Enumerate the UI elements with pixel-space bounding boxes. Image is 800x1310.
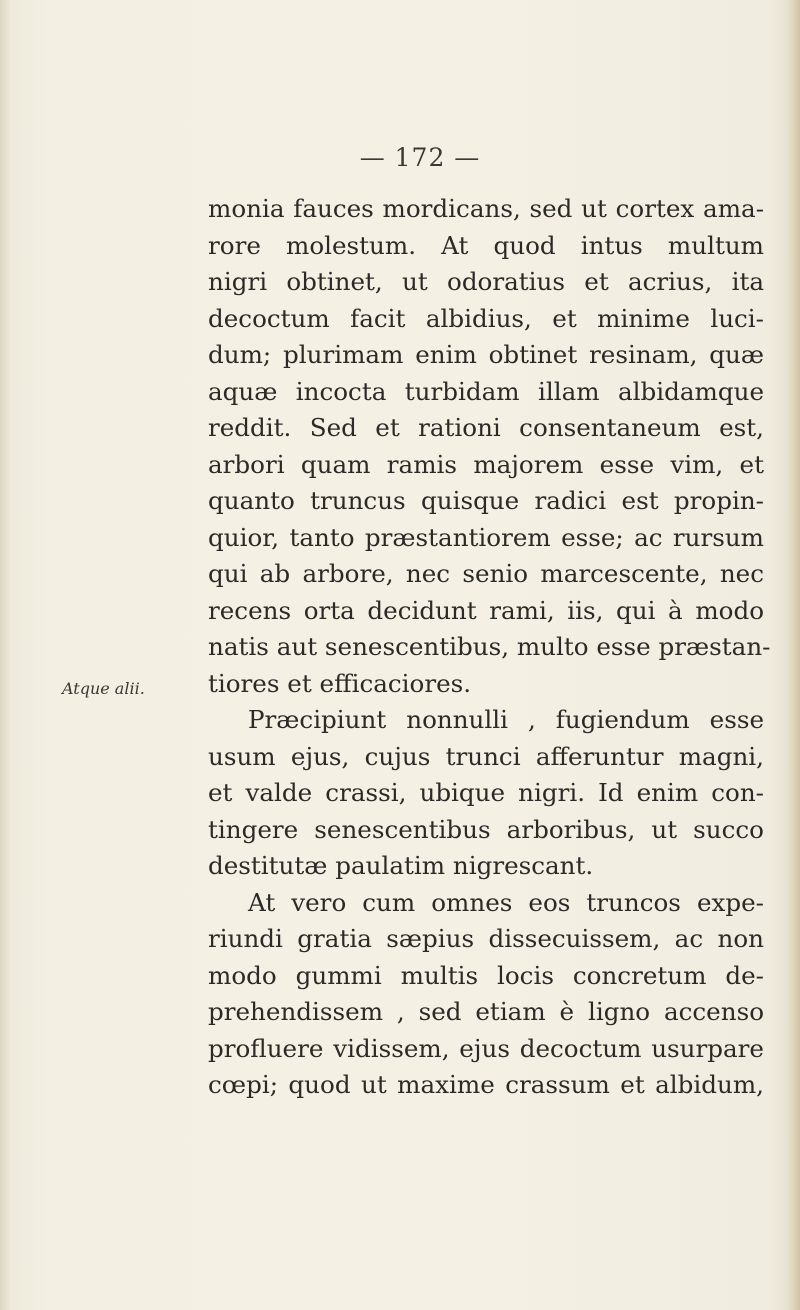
text-line: recens orta decidunt rami, iis, qui à modo xyxy=(208,595,764,625)
marginal-note: Atque alii. xyxy=(62,679,145,698)
text-line: natis aut senescentibus, multo esse præstan- xyxy=(208,632,771,661)
page-number: — 172 — xyxy=(359,143,481,172)
text-line: tiores et efficaciores. xyxy=(208,668,472,698)
page-gutter-shadow xyxy=(0,0,10,1310)
text-line: quanto truncus quisque radici est propin- xyxy=(208,486,764,515)
text-line: nigri obtinet, ut odoratius et acrius, ita xyxy=(208,267,764,296)
text-line: arbori quam ramis majorem esse vim, et xyxy=(208,449,764,479)
text-line: At vero cum omnes eos truncos expe- xyxy=(248,887,764,917)
text-line: destitutæ paulatim nigrescant. xyxy=(208,851,594,880)
text-line: dum; plurimam enim obtinet resinam, quæ xyxy=(208,340,764,369)
text-line: rore molestum. At quod intus multum xyxy=(208,230,764,260)
text-line: riundi gratia sæpius dissecuissem, ac non xyxy=(208,924,764,953)
text-line: reddit. Sed et rationi consentaneum est, xyxy=(208,413,764,442)
text-line: Præcipiunt nonnulli , fugiendum esse xyxy=(248,705,764,734)
text-line: decoctum facit albidius, et minime luci- xyxy=(208,303,764,333)
text-line: tingere senescentibus arboribus, ut succo xyxy=(208,814,764,844)
text-line: et valde crassi, ubique nigri. Id enim con- xyxy=(208,778,764,807)
text-line: cœpi; quod ut maxime crassum et albidum, xyxy=(208,1070,764,1099)
text-line: monia fauces mordicans, sed ut cortex ama- xyxy=(208,194,764,223)
text-line: usum ejus, cujus trunci afferuntur magni, xyxy=(208,741,764,771)
text-line: modo gummi multis locis concretum de- xyxy=(208,960,764,990)
text-line: profluere vidissem, ejus decoctum usurpare xyxy=(208,1033,764,1063)
page-edge xyxy=(786,0,800,1310)
text-line: aquæ incocta turbidam illam albidamque xyxy=(208,376,764,406)
text-line: quior, tanto præstantiorem esse; ac rursum xyxy=(208,522,764,552)
text-line: qui ab arbore, nec senio marcescente, nec xyxy=(208,559,764,588)
body-text xyxy=(208,191,771,1104)
text-line: prehendissem , sed etiam è ligno accenso xyxy=(208,997,764,1026)
